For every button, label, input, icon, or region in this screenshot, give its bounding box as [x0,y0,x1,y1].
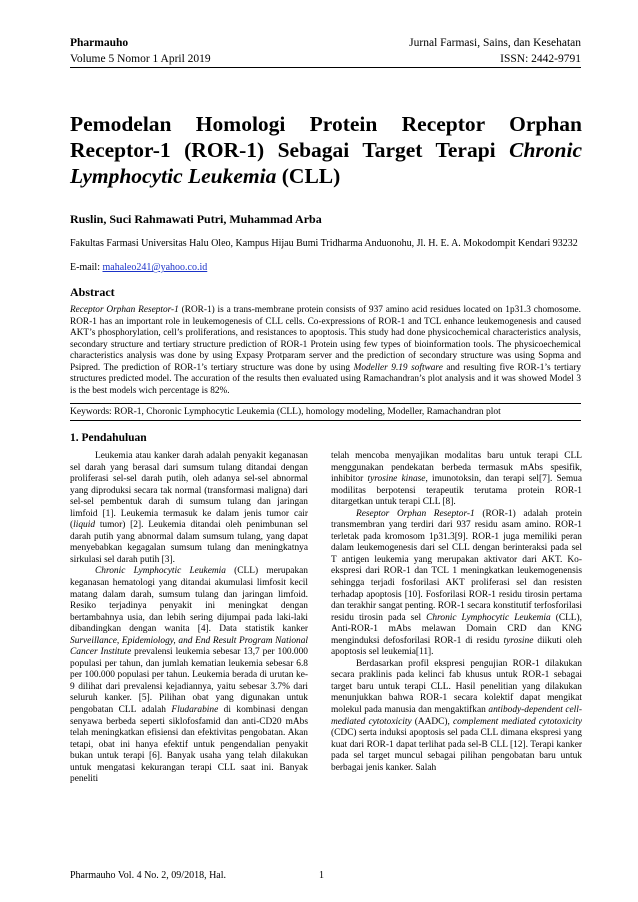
title-line-2: Receptor-1 (ROR-1) Sebagai Target Terapi Chronic [70,138,582,162]
title-line-3: Lymphocytic Leukemia (CLL) [70,164,341,188]
header-rule [70,67,581,68]
keywords: Keywords: ROR-1, Choronic Lymphocytic Leukemia (CLL), homology modeling, Modeller, Ramachandran plot [70,407,501,417]
title-line-1: Pemodelan Homologi Protein Receptor Orphan [70,112,582,136]
email-label: E-mail: [70,262,103,273]
paragraph: telah mencoba menyajikan modalitas baru untuk terapi CLL menggunakan pendekatan berbeda termasuk mAbs spesifik, inhibitor tyrosine kinase, imunotoksin, dan terapi sel[7]. Semua modilitas berpotensi terapeutik terutama protein ROR-1 ditargetkan untuk terapi CLL [8]. [331,451,582,508]
journal-short-name: Pharmauho [70,37,129,49]
volume-info: Volume 5 Nomor 1 April 2019 [70,53,211,65]
journal-full-name: Jurnal Farmasi, Sains, dan Kesehatan [409,37,581,49]
running-header [70,36,581,50]
page-number: 1 [319,870,324,881]
article-title [70,111,582,189]
abstract-body: Receptor Orphan Reseptor-1 (ROR-1) is a trans-membrane protein consists of 937 amino acid residues located on 1p31.3 chomosome. ROR-1 has an important role in leukemogenesis of CLL cells. Co-expressions of ROR-1 and TCL enhance leukemogenesis and caused AKT’s phosphorylation, cell’s proliferations, and resistances to apoptosis. This study had done physicochemical characteristics analysis, secondary structure and tertiary structure prediction of ROR-1 Protein using few types of bioinformation tools. The physicoechemical characteristics analysis was done by using Expasy Protparam server and the prediction of secondary structure was using Sopma and Psipred. The prediction of ROR-1’s tertiary structure was done by using Modeller 9.19 software and resulting five ROR-1’s tertiary structures predicted model. The accuration of the results then evaluated using Ramachandran’s plot analysis and it was showed Model 3 is the best models wich percentage is 82%. [70,305,582,396]
paragraph: Leukemia atau kanker darah adalah penyakit keganasan sel darah yang berasal dari sumsum tulang ditandai dengan proliferasi sel-sel darah putih, oleh adanya sel-sel abnormal yang diproduksi secara tak normal (transformasi maligna) dari sel-sel pembentuk darah di sumsum tulang dan jaringan limfoid [1]. Leukemia termasuk ke dalam jenis tumor cair (liquid tumor) [2]. Leukemia ditandai oleh penimbunan sel darah putih yang abnormal dalam sumsum tulang, yang dapat menyebabkan kegagalan sumsum tulang dan meningkatnya sirkulasi sel darah putih [3]. [70,451,308,565]
issn: ISSN: 2442-9791 [500,53,581,65]
paragraph: Reseptor Orphan Reseptor-1 (ROR-1) adalah protein transmembran yang terdiri dari 937 residu asam amino. ROR-1 terletak pada kromosom 1p31.3[9]. ROR-1 juga memiliki peran dalam leukemogenesis dari sel CLL dengan berinteraksi pada sel T antigen leukemia yang merupakan aktivator dari AKT. Ko-ekspresi dari ROR-1 dan TCL 1 meningkatkan leukemogenensis sehingga terjadi fosforilasi AKT proliferasi sel dan resisten terhadap apoptosis [10]. Fosforilasi ROR-1 residu tirosin pertama dan terakhir sangat penting. ROR-1 secara konstitutif terfosforilasi residu tirosin pada sel Chronic Lymphocytic Leukemia (CLL), Anti-ROR-1 mAbs melawan Domain CRD dan KNG menginduksi defosforilasi ROR-1 di residu tyrosine diikuti oleh apoptosis sel leukemia[11]. [331,508,583,658]
affiliation: Fakultas Farmasi Universitas Halu Oleo, Kampus Hijau Bumi Tridharma Anduonohu, Jl. H. E. A. Mokodompit Kendari 93232 [70,238,578,249]
email-link[interactable]: mahaleo241@yahoo.co.id [102,262,208,273]
section-heading: 1. Pendahuluan [70,432,147,444]
abstract-rule [70,403,581,404]
left-column [70,451,308,786]
email-line [70,262,207,274]
paragraph: Chronic Lymphocytic Leukemia (CLL) merupakan keganasan hematologi yang ditandai akumulasi limfosit kecil matang dalam darah, sumsum tulang dan jaringan limfoid. Resiko terjadinya penyakit ini meningkat dengan bertambahnya usia, dan lebih sering dijumpai pada laki-laki dibandingkan dengan wanita [4]. Data statistik kanker Surveillance, Epidemiology, and End Result Program National Cancer Institute prevalensi leukemia sebesar 13,7 per 100.000 populasi per tahun, dan jumlah kematian leukemia sebesar 6.8 per 100.000 populasi per tahun. Leukemia berada di urutan ke-9 dilihat dari prevalensi kejadiannya, yaitu sebesar 3.7% dari seluruh kanker. [5]. Pilihan obat yang digunakan untuk pengobatan CLL adalah Fludarabine di kombinasi dengan senyawa berbeda seperti siklofosfamid dan anti-CD20 mAbs telah meningkatkan efisiensi dan efektivitas pengobatan. Akan tetapi, obat ini hanya efektif untuk pengendalian penyakit bukan untuk terapi [6]. Banyak usaha yang telah dilakukan untuk mengatasi kekurangan terapi CLL saat ini. Banyak peneliti [70,566,308,785]
right-column [331,451,582,774]
keywords-rule [70,420,581,421]
abstract-heading: Abstract [70,285,115,299]
author-list: Ruslin, Suci Rahmawati Putri, Muhammad Arba [70,212,322,226]
footer-citation: Pharmauho Vol. 4 No. 2, 09/2018, Hal. [70,870,227,881]
paragraph: Berdasarkan profil ekspresi pengujian ROR-1 dilakukan secara praklinis pada kelinci fab khusus untuk ROR-1 sebagai target baru untuk terapi CLL. Hasil penelitian yang dilakukan menunjukkan bahwa ROR-1 secara kolektif dapat mengikat molekul pada manusia dan mengaktifkan antibody-dependent cell-mediated cytotoxicity (AADC), complement mediated cytotoxicity (CDC) serta induksi apoptosis sel pada CLL dimana ekspresi yang kuat dari ROR-1 dapat terlihat pada sel-B CLL [12]. Terapi kanker pada sel target muncul sebagai pilihan pengobatan baru untuk berbagai jenis kanker. Salah [331,658,583,773]
issue-info [70,52,581,66]
